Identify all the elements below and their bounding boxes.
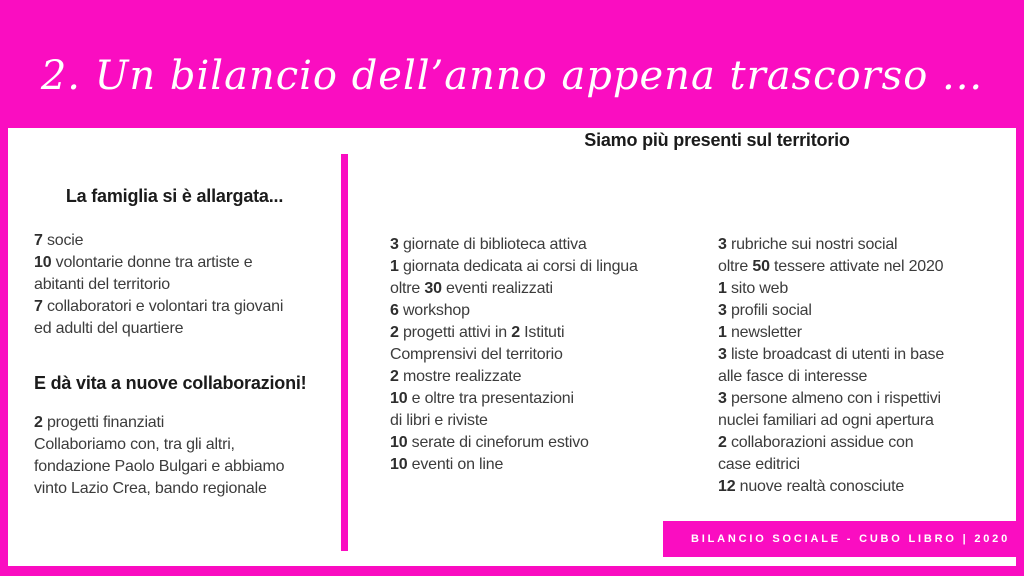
stat-line: 2 progetti attivi in 2 Istituti — [390, 324, 565, 341]
stat-line: 2 progetti finanziati — [34, 414, 165, 431]
stat-line: 3 persone almeno con i rispettivi — [718, 390, 941, 407]
stat-line: fondazione Paolo Bulgari e abbiamo — [34, 458, 285, 475]
left-column-header: La famiglia si è allargata... — [65, 186, 284, 206]
stat-line: Collaboriamo con, tra gli altri, — [34, 436, 235, 453]
left-column-stats — [34, 230, 283, 340]
stat-line: 7 collaboratori e volontari tra giovani — [34, 298, 284, 315]
stat-line: 7 socie — [34, 232, 84, 249]
territory-stats-middle — [390, 234, 638, 476]
stat-line: abitanti del territorio — [34, 276, 170, 293]
left-column-subheader: E dà vita a nuove collaborazioni! — [34, 373, 307, 393]
stat-line: 3 giornate di biblioteca attiva — [390, 236, 587, 253]
stat-line: 10 volontarie donne tra artiste e — [34, 254, 253, 271]
territory-stats-right — [718, 234, 944, 498]
stat-line: nuclei familiari ad ogni apertura — [718, 412, 934, 429]
stat-line: 10 serate di cineforum estivo — [390, 434, 589, 451]
content-panel — [8, 128, 1016, 566]
stat-line: di libri e riviste — [390, 412, 488, 429]
stat-line: Comprensivi del territorio — [390, 346, 563, 363]
stat-line: vinto Lazio Crea, bando regionale — [34, 480, 267, 497]
stat-line: oltre 30 eventi realizzati — [390, 280, 553, 297]
stat-line: 1 giornata dedicata ai corsi di lingua — [390, 258, 638, 275]
stat-line: oltre 50 tessere attivate nel 2020 — [718, 258, 944, 275]
column-divider — [341, 154, 348, 551]
stat-line: 10 eventi on line — [390, 456, 504, 473]
stat-line: 1 newsletter — [718, 324, 802, 341]
footer-banner: BILANCIO SOCIALE - CUBO LIBRO | 2020 — [663, 521, 1024, 557]
stat-line: 3 profili social — [718, 302, 812, 319]
stat-line: 3 rubriche sui nostri social — [718, 236, 898, 253]
stat-line: 2 mostre realizzate — [390, 368, 522, 385]
territory-header: Siamo più presenti sul territorio — [584, 130, 850, 150]
stat-line: 10 e oltre tra presentazioni — [390, 390, 574, 407]
stat-line: ed adulti del quartiere — [34, 320, 184, 337]
stat-line: alle fasce di interesse — [718, 368, 868, 385]
stat-line: 12 nuove realtà conosciute — [718, 478, 905, 495]
stat-line: case editrici — [718, 456, 800, 473]
slide-title: 2. Un bilancio dell’anno appena trascorso ... — [40, 53, 984, 99]
stat-line: 1 sito web — [718, 280, 789, 297]
left-column-substats — [34, 412, 284, 500]
stat-line: 3 liste broadcast di utenti in base — [718, 346, 945, 363]
stat-line: 6 workshop — [390, 302, 470, 319]
stat-line: 2 collaborazioni assidue con — [718, 434, 914, 451]
